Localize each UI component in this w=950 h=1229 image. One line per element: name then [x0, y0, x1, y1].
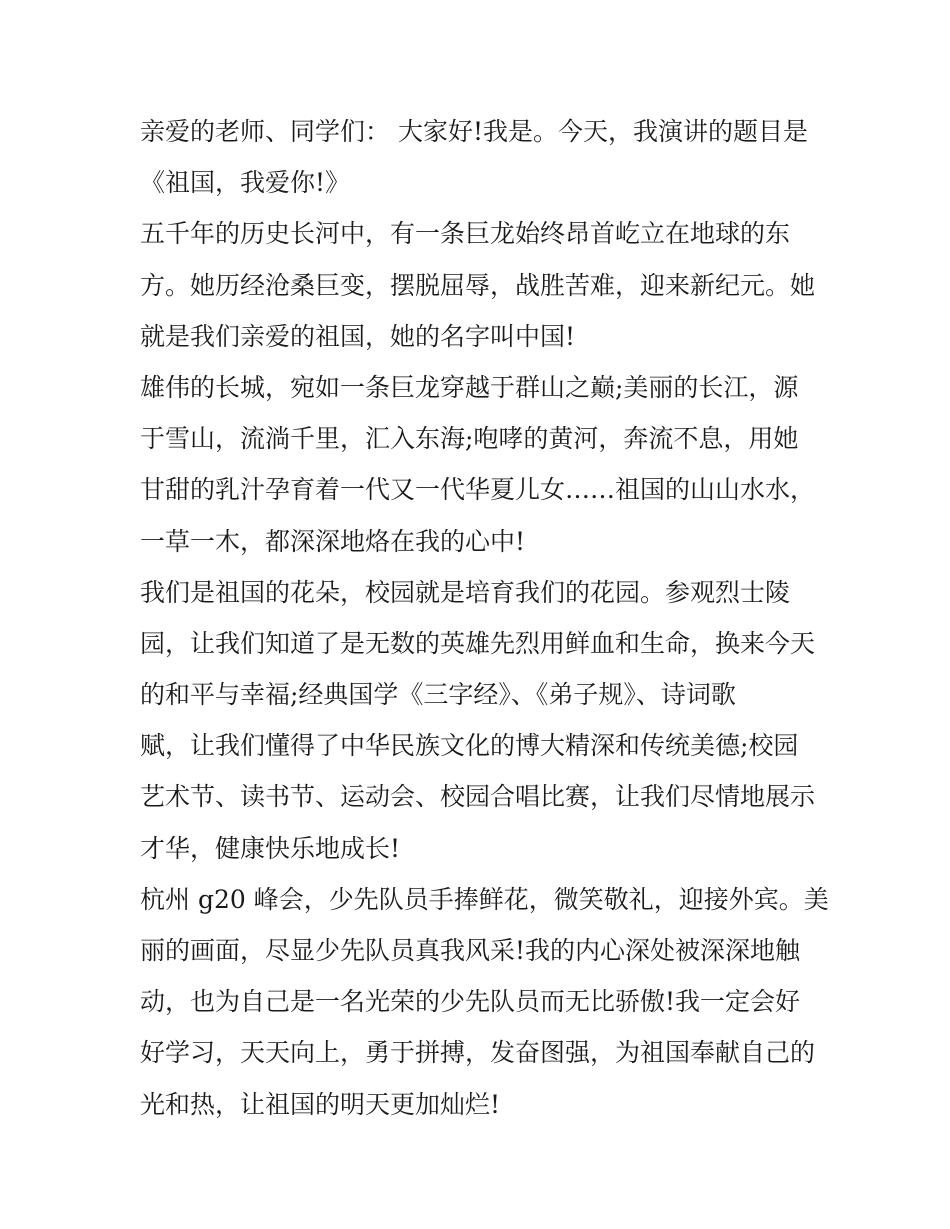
text-line-15: 才华，健康快乐地成长! — [140, 833, 401, 863]
text-line-2: 《祖国，我爱你!》 — [140, 168, 351, 198]
text-line-20: 光和热，让祖国的明天更加灿烂! — [140, 1089, 501, 1119]
text-line-10: 我们是祖国的花朵，校园就是培育我们的花园。参观烈士陵 — [140, 577, 791, 607]
text-line-18: 动，也为自己是一名光荣的少先队员而无比骄傲!我一定会好 — [140, 987, 801, 1017]
text-line-3: 五千年的历史长河中，有一条巨龙始终昂首屹立在地球的东 — [140, 219, 791, 249]
text-line-8: 甘甜的乳汁孕育着一代又一代华夏儿女……祖国的山山水水， — [140, 475, 816, 505]
text-line-5: 就是我们亲爱的祖国，她的名字叫中国! — [140, 321, 576, 351]
text-line-11: 园，让我们知道了是无数的英雄先烈用鲜血和生命，换来今天 — [140, 628, 816, 658]
text-line-6: 雄伟的长城，宛如一条巨龙穿越于群山之巅;美丽的长江，源 — [140, 372, 799, 402]
text-line-13: 赋，让我们懂得了中华民族文化的博大精深和传统美德;校园 — [140, 731, 799, 761]
text-line-17: 丽的画面，尽显少先队员真我风采!我的内心深处被深深地触 — [140, 936, 801, 965]
text-line-9: 一草一木，都深深地烙在我的心中! — [140, 526, 526, 556]
text-line-1: 亲爱的老师、同学们： 大家好!我是。今天，我演讲的题目是 — [140, 117, 808, 146]
text-line-7: 于雪山，流淌千里，汇入东海;咆哮的黄河，奔流不息，用她 — [140, 424, 799, 454]
text-line-14: 艺术节、读书节、运动会、校园合唱比赛，让我们尽情地展示 — [140, 782, 816, 812]
text-line-4: 方。她历经沧桑巨变，摆脱屈辱，战胜苦难，迎来新纪元。她 — [140, 270, 816, 300]
text-line-19: 好学习，天天向上，勇于拼搏，发奋图强，为祖国奉献自己的 — [140, 1038, 816, 1068]
speech-text — [140, 106, 829, 1130]
text-line-12: 的和平与幸福;经典国学《三字经》、《弟子规》、诗词歌 — [140, 680, 736, 710]
text-line-16: 杭州 g20 峰会，少先队员手捧鲜花，微笑敬礼，迎接外宾。美 — [140, 884, 829, 914]
